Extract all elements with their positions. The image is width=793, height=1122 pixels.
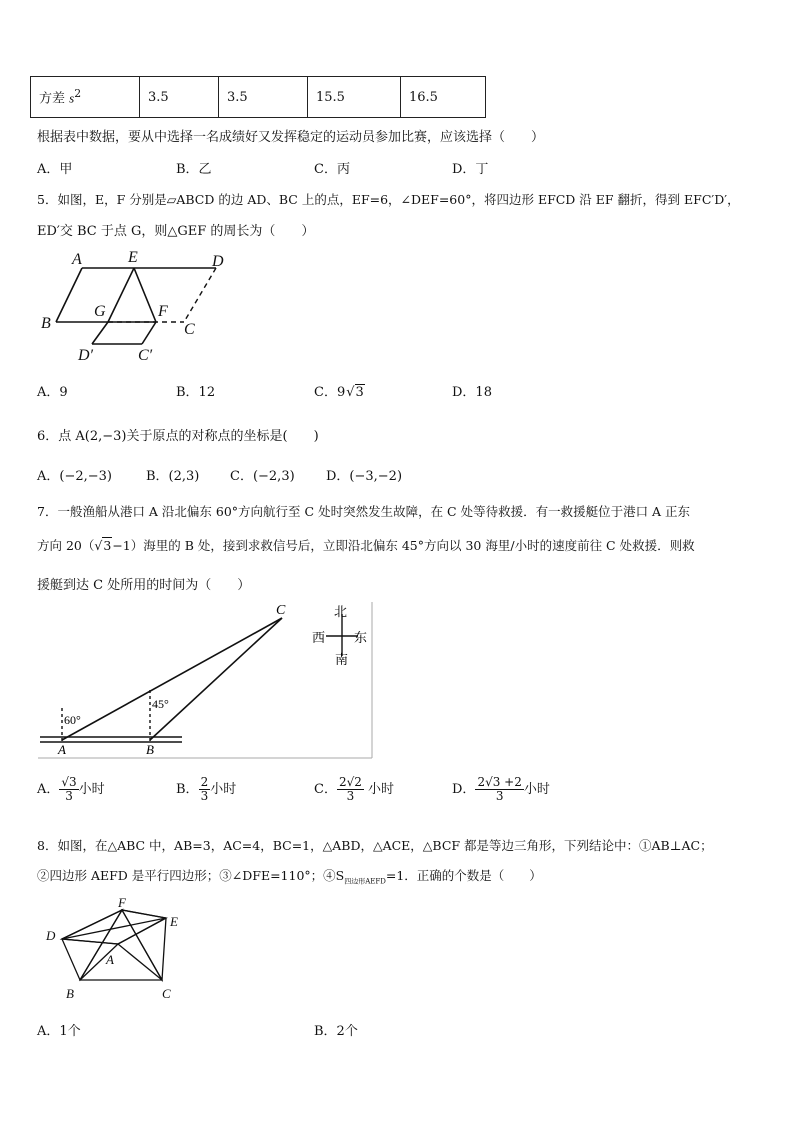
q5-label-d-prime: D′ [78, 347, 94, 364]
table-row [31, 77, 486, 118]
q7-option-a-den: 3 [65, 789, 73, 804]
q8-label-a: A [106, 952, 114, 967]
q5-option-d: D．18 [452, 385, 492, 400]
q7-label-a: A [58, 742, 66, 757]
q7-option-d-den: 3 [495, 789, 504, 804]
q5-label-e: E [128, 249, 138, 266]
q7-angle-45: 45° [152, 697, 169, 711]
q7-line1: 7．一般渔船从港口 A 沿北偏东 60°方向航行至 C 处时突然发生故障，在 C 处等待救援．有一救援艇位于港口 A 正东 [37, 504, 691, 519]
q6-option-b: B．(2,3) [146, 469, 200, 484]
q7-figure [36, 600, 376, 762]
q8-line1: 8．如图，在△ABC 中，AB=3，AC=4，BC=1，△ABD，△ACE，△BCF 都是等边三角形，下列结论中：①AB⊥AC； [37, 838, 713, 853]
table-label-cell [31, 77, 140, 118]
table-symbol: s [69, 90, 75, 106]
q8-line2-rest: =1．正确的个数是（ ） [385, 868, 542, 883]
q6-option-a: A．(−2,−3) [37, 469, 112, 484]
q7-label-b: B [146, 742, 154, 757]
q7-option-a-unit: 小时 [78, 782, 105, 798]
table-cell: 16.5 [401, 77, 486, 118]
q4-option-d: D．丁 [452, 162, 489, 177]
q8-option-a: A．1个 [37, 1024, 81, 1039]
q5-line2: ED′交 BC 于点 G，则△GEF 的周长为（ ） [37, 224, 315, 239]
q7-option-d-label: D． [452, 782, 476, 798]
q7-option-b-den: 3 [200, 789, 209, 804]
q8-line2 [37, 866, 542, 887]
q7-option-c-label: C． [314, 782, 337, 798]
q5-label-f: F [158, 303, 168, 320]
q5-option-a: A．9 [37, 385, 68, 400]
q7-option-c-den: 3 [346, 789, 355, 804]
table-cell: 3.5 [219, 77, 308, 118]
table-sup: 2 [74, 87, 82, 101]
q7-compass-south: 南 [335, 652, 349, 667]
q5-label-g: G [94, 303, 106, 320]
q5-figure [36, 246, 236, 366]
q8-label-d: D [46, 928, 56, 943]
q7-label-c: C [276, 603, 286, 618]
q5-label-a: A [72, 251, 82, 268]
q5-label-b: B [41, 315, 51, 332]
q7-line2-start: 方向 20（ [37, 538, 95, 553]
q7-option-b-unit: 小时 [210, 782, 237, 798]
q7-option-c [314, 776, 394, 803]
q7-option-a-num: √3 [61, 775, 77, 789]
q7-line2-rest: −1）海里的 B 处，接到求救信号后，立即沿北偏东 45°方向以 30 海里/小时的速度前往 C 处救援．则救 [112, 538, 695, 553]
q5-option-b: B．12 [176, 385, 216, 400]
table-cell: 15.5 [308, 77, 401, 118]
q7-compass-east: 东 [354, 630, 368, 645]
q5-line1: 5．如图，E，F 分别是▱ABCD 的边 AD、BC 上的点，EF=6，∠DEF=60°，将四边形 EFCD 沿 EF 翻折，得到 EFC′D′， [37, 192, 740, 207]
q7-line2-root: 3 [103, 538, 112, 553]
q7-option-b-num: 2 [200, 775, 209, 789]
q7-option-c-unit: 小时 [368, 782, 395, 798]
q4-option-a: A．甲 [37, 162, 73, 177]
q7-compass-north: 北 [334, 604, 348, 619]
q5-option-c: C．9√3 [314, 385, 364, 400]
q8-line2-sub: 四边形AEFD [344, 877, 386, 886]
q7-line2: 方向 20（√3−1）海里的 B 处，接到求救信号后，立即沿北偏东 45°方向以 30 海里/小时的速度前往 C 处救援．则救 [37, 538, 695, 553]
q7-angle-60: 60° [64, 713, 81, 727]
q8-option-b: B．2个 [314, 1024, 358, 1039]
q8-label-c: C [162, 986, 171, 1001]
q6-stem: 6．点 A(2,−3)关于原点的对称点的坐标是( ) [37, 429, 319, 444]
q8-label-b: B [66, 986, 74, 1001]
q6-option-c: C．(−2,3) [230, 469, 295, 484]
q8-line2-start: ②四边形 AEFD 是平行四边形；③∠DFE=110°；④S [37, 868, 345, 883]
variance-table [30, 76, 486, 118]
q5-label-c-prime: C′ [138, 347, 153, 364]
q8-label-e: E [170, 914, 178, 929]
table-label: 方差 [39, 91, 70, 107]
q5-option-c-root: 3 [355, 385, 364, 400]
q7-option-c-num: 2√2 [338, 775, 362, 789]
q7-option-a-label: A． [37, 782, 60, 798]
q7-option-d-unit: 小时 [523, 782, 550, 798]
q4-option-b: B．乙 [176, 162, 212, 177]
q7-compass-west: 西 [312, 630, 326, 645]
q5-label-c: C [184, 321, 195, 338]
q7-option-d [452, 776, 550, 803]
q8-figure [40, 894, 200, 1006]
q7-option-a [37, 776, 105, 803]
q7-option-b-label: B． [176, 782, 199, 798]
table-cell: 3.5 [140, 77, 219, 118]
q4-option-c: C．丙 [314, 162, 350, 177]
q7-option-b [176, 776, 236, 803]
q5-label-d: D [212, 253, 224, 270]
q7-line3: 援艇到达 C 处所用的时间为（ ） [37, 578, 251, 593]
q4-stem: 根据表中数据，要从中选择一名成绩好又发挥稳定的运动员参加比赛，应该选择（ ） [37, 130, 545, 145]
q6-option-d: D．(−3,−2) [326, 469, 403, 484]
q5-option-c-text: C．9 [314, 385, 346, 400]
q8-label-f: F [118, 895, 126, 910]
q7-option-d-num: 2√3 +2 [477, 775, 522, 789]
